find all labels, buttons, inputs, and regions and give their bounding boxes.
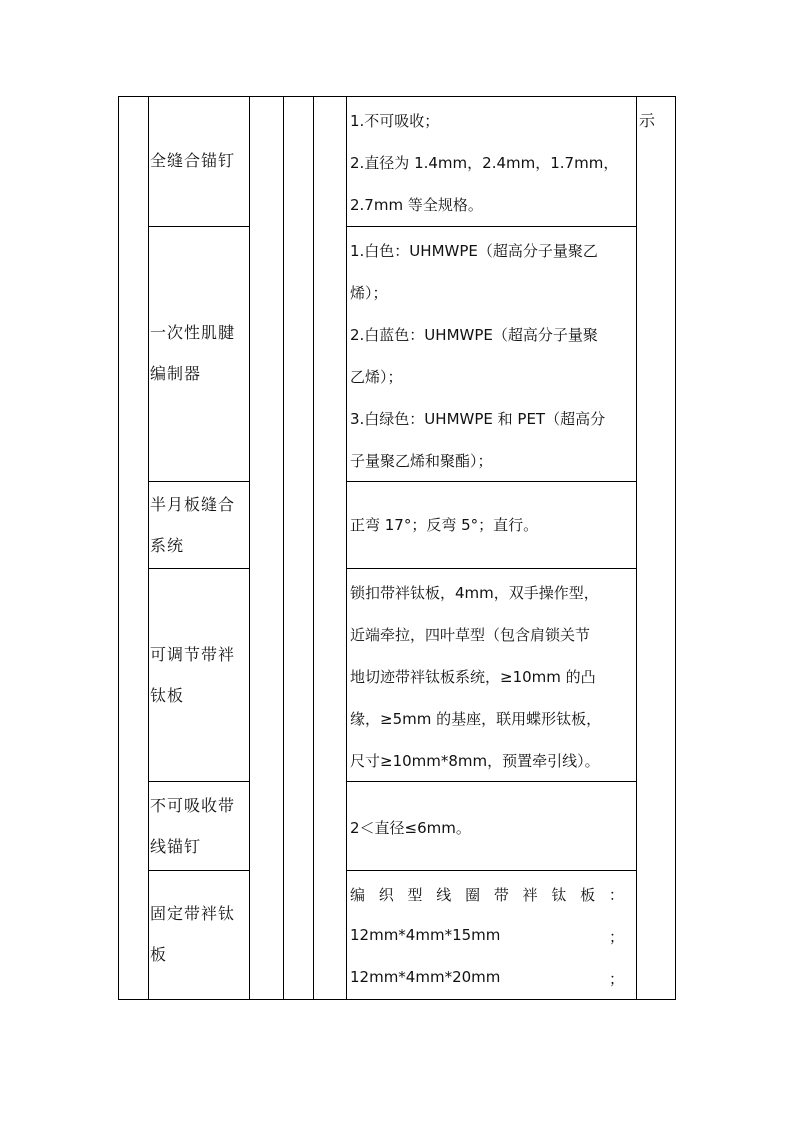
spec-line: 3.白绿色：UHMWPE 和 PET（超高分 bbox=[350, 410, 606, 428]
spec-char: 线 bbox=[436, 886, 452, 904]
grid-line bbox=[148, 96, 149, 1000]
grid-line bbox=[675, 96, 676, 1000]
item-name-line: 线锚钉 bbox=[150, 837, 202, 856]
item-name-line: 半月板缝合 bbox=[150, 495, 236, 514]
spec-char: 带 bbox=[493, 886, 509, 904]
grid-line bbox=[148, 226, 249, 227]
spec-line: 尺寸≥10mm*8mm，预置牵引线）。 bbox=[350, 752, 600, 770]
item-name bbox=[150, 893, 250, 975]
remark-text: 示 bbox=[639, 111, 656, 130]
item-name-line: 系统 bbox=[150, 536, 185, 555]
spec-char: 钛 bbox=[551, 886, 567, 904]
spec-char: 编 bbox=[350, 886, 366, 904]
item-name bbox=[150, 312, 250, 394]
item-name bbox=[150, 785, 250, 867]
item-name-line: 一次性肌腱 bbox=[150, 323, 236, 342]
item-name-line: 编制器 bbox=[150, 364, 202, 383]
spec-line: 近端牵拉，四叶草型（包含肩锁关节 bbox=[350, 626, 591, 644]
grid-line bbox=[148, 781, 249, 782]
spec-char: 圈 bbox=[465, 886, 481, 904]
item-name bbox=[150, 140, 250, 181]
item-name-line: 板 bbox=[150, 945, 168, 964]
item-name-line: 固定带袢钛 bbox=[150, 904, 236, 923]
spec-line: 1.白色：UHMWPE（超高分子量聚乙 bbox=[350, 242, 598, 260]
spec-char: 织 bbox=[378, 886, 394, 904]
spec-line: 地切迹带袢钛板系统，≥10mm 的凸 bbox=[350, 668, 596, 686]
grid-line bbox=[148, 481, 249, 482]
spec-char: ： bbox=[608, 886, 624, 904]
grid-line bbox=[346, 781, 636, 782]
spec-line: 1.不可吸收； bbox=[350, 112, 440, 130]
spec-line-justified bbox=[350, 926, 624, 947]
spec-line: 子量聚乙烯和聚酯）； bbox=[350, 452, 493, 470]
spec-text: 12mm*4mm*20mm bbox=[350, 968, 501, 986]
grid-line bbox=[118, 999, 676, 1000]
spec-line-justified bbox=[350, 968, 624, 989]
grid-line bbox=[283, 96, 284, 1000]
grid-line bbox=[118, 96, 119, 1000]
grid-line bbox=[148, 568, 249, 569]
grid-line bbox=[118, 96, 676, 97]
spec-line: 2.7mm 等全规格。 bbox=[350, 196, 483, 214]
spec-text: 12mm*4mm*15mm bbox=[350, 926, 501, 944]
spec-char: 板 bbox=[580, 886, 596, 904]
item-name bbox=[150, 634, 250, 716]
spec-text: ； bbox=[608, 970, 624, 988]
grid-line bbox=[148, 870, 249, 871]
spec-line: 锁扣带袢钛板，4mm，双手操作型， bbox=[350, 584, 599, 602]
spec-line: 烯）； bbox=[350, 284, 388, 302]
grid-line bbox=[346, 870, 636, 871]
spec-text: ； bbox=[608, 928, 624, 946]
grid-line bbox=[346, 226, 636, 227]
item-name bbox=[150, 484, 250, 566]
spec-line: 缘，≥5mm 的基座，联用蝶形钛板， bbox=[350, 710, 602, 728]
grid-line bbox=[636, 96, 637, 1000]
spec-char: 袢 bbox=[522, 886, 538, 904]
spec-line-justified bbox=[350, 884, 624, 905]
grid-line bbox=[313, 96, 314, 1000]
grid-line bbox=[346, 96, 347, 1000]
item-name-line: 全缝合锚钉 bbox=[150, 151, 236, 170]
spec-line: 正弯 17°；反弯 5°；直行。 bbox=[350, 516, 539, 534]
item-name-line: 不可吸收带 bbox=[150, 796, 236, 815]
grid-line bbox=[346, 481, 636, 482]
spec-char: 型 bbox=[407, 886, 423, 904]
spec-line: 2.白蓝色：UHMWPE（超高分子量聚 bbox=[350, 326, 598, 344]
spec-line: 乙烯）； bbox=[350, 368, 403, 386]
spec-line: 2＜直径≤6mm。 bbox=[350, 819, 471, 837]
item-name-line: 钛板 bbox=[150, 686, 185, 705]
grid-line bbox=[346, 568, 636, 569]
item-name-line: 可调节带袢 bbox=[150, 645, 236, 664]
spec-line: 2.直径为 1.4mm，2.4mm，1.7mm， bbox=[350, 154, 619, 172]
